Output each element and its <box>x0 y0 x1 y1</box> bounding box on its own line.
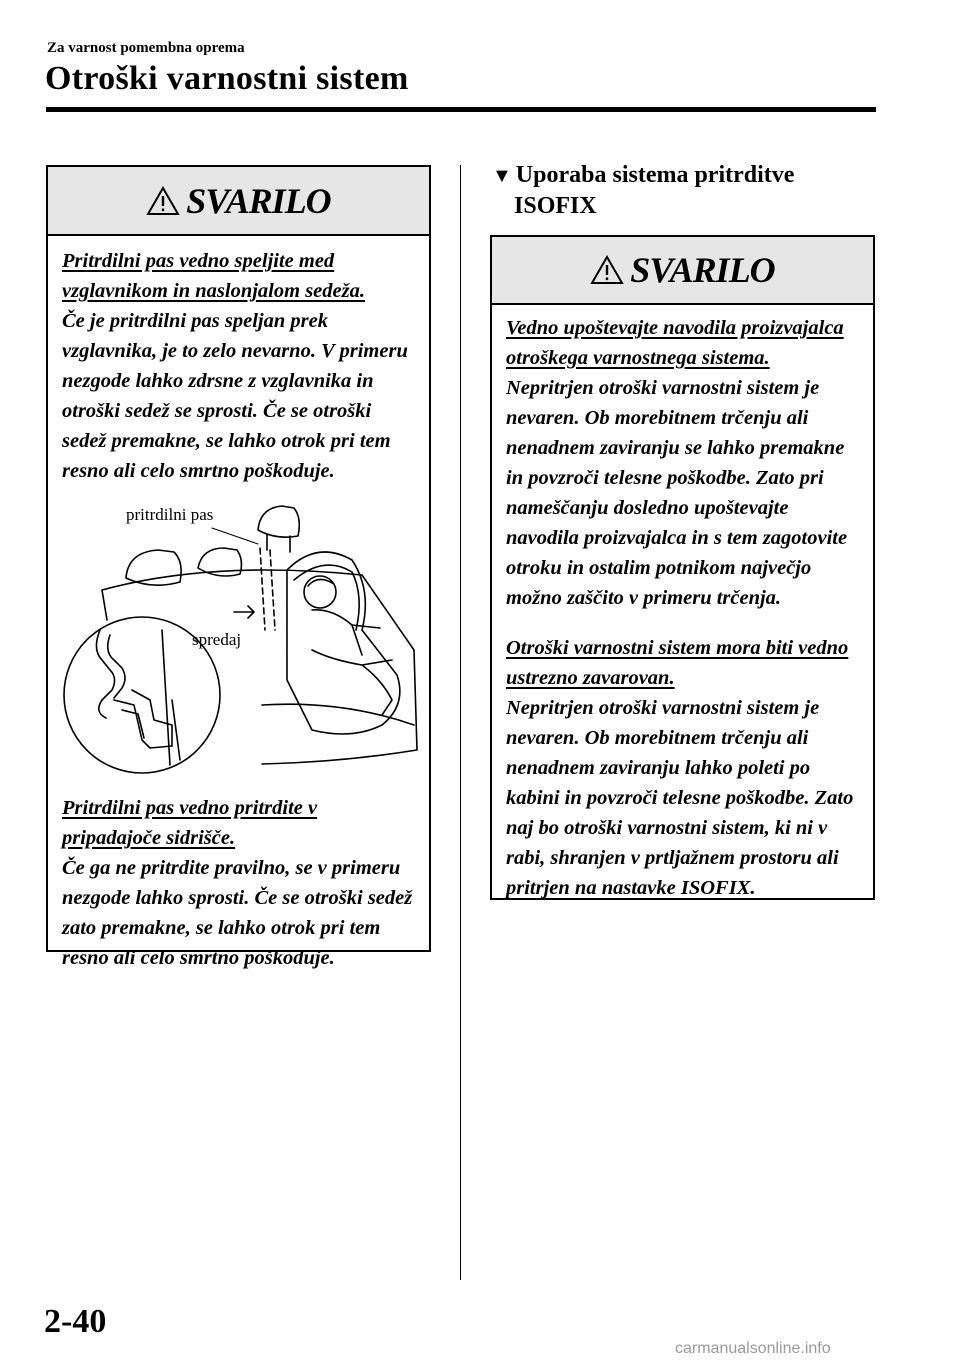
page-title: Otroški varnostni sistem <box>45 60 409 97</box>
right-warning-title: SVARILO <box>630 250 775 290</box>
label-front: spredaj <box>192 630 242 649</box>
heading-triangle-icon: ▼ <box>492 165 512 187</box>
heading-line2: ISOFIX <box>514 193 597 219</box>
heading-line1: Uporaba sistema pritrditve <box>515 162 795 188</box>
label-belt: pritrdilni pas <box>126 505 214 524</box>
right-warning-para2-heading: Otroški varnostni sistem mora biti vedno ustrezno zavarovan. <box>506 637 849 689</box>
left-warning-header <box>48 167 429 236</box>
section-label: Za varnost pomembna oprema <box>47 40 245 56</box>
right-warning-para2-body: Nepritrjen otroški varnostni sistem je nevaren. Ob morebitnem trčenju ali nenadnem zaviranju lahko poleti po kabini in povzroči telesne poškodbe. Zato naj bo otroški varnostni sistem, ki ni v rabi, shranjen v prtljažnem prostoru ali pritrjen na nastavke ISOFIX. <box>506 697 854 899</box>
title-rule <box>46 107 876 112</box>
left-warning-box <box>46 165 431 969</box>
watermark: carmanualsonline.info <box>675 1340 831 1357</box>
column-divider <box>460 165 461 1280</box>
left-warning-para2-body: Če ga ne pritrdite pravilno, se v primeru nezgode lahko sprosti. Če se otroški sedež zato premakne, se lahko otrok pri tem resno ali celo smrtno poškoduje. <box>62 857 413 969</box>
left-warning-para1-body: Če je pritrdilni pas speljan prek vzglavnika, je to zelo nevarno. V primeru nezgode lahko zdrsne z vzglavnika in otroški sedež se sprosti. Če se otroški sedež premakne, se lahko otrok pri tem resno ali celo smrtno poškoduje. <box>62 310 408 482</box>
left-warning-para2-heading: Pritrdilni pas vedno pritrdite v pripadajoče sidrišče. <box>62 797 318 849</box>
warning-triangle-icon <box>146 186 180 216</box>
left-warning-title: SVARILO <box>186 180 331 221</box>
right-warning-body <box>492 305 873 903</box>
right-warning-para1-heading: Vedno upoštevajte navodila proizvajalca otroškega varnostnega sistema. <box>506 317 844 369</box>
right-warning-para1-body: Nepritrjen otroški varnostni sistem je nevaren. Ob morebitnem trčenju ali nenadnem zaviranju se lahko premakne in povzroči telesne poškodbe. Zato pri nameščanju dosledno upoštevajte navodila proizvajalca in s tem zagotovite otroku in ostalim potnikom največjo možno zaščito v primeru trčenja. <box>506 377 848 609</box>
left-warning-para1-heading: Pritrdilni pas vedno speljite med vzglavnikom in naslonjalom sedeža. <box>62 250 365 302</box>
right-warning-box <box>490 235 875 900</box>
isofix-heading <box>492 160 794 221</box>
warning-triangle-icon <box>590 255 624 285</box>
right-warning-header <box>492 237 873 305</box>
tether-illustration <box>62 500 420 785</box>
left-warning-body <box>48 236 429 973</box>
page-number: 2-40 <box>44 1303 107 1340</box>
